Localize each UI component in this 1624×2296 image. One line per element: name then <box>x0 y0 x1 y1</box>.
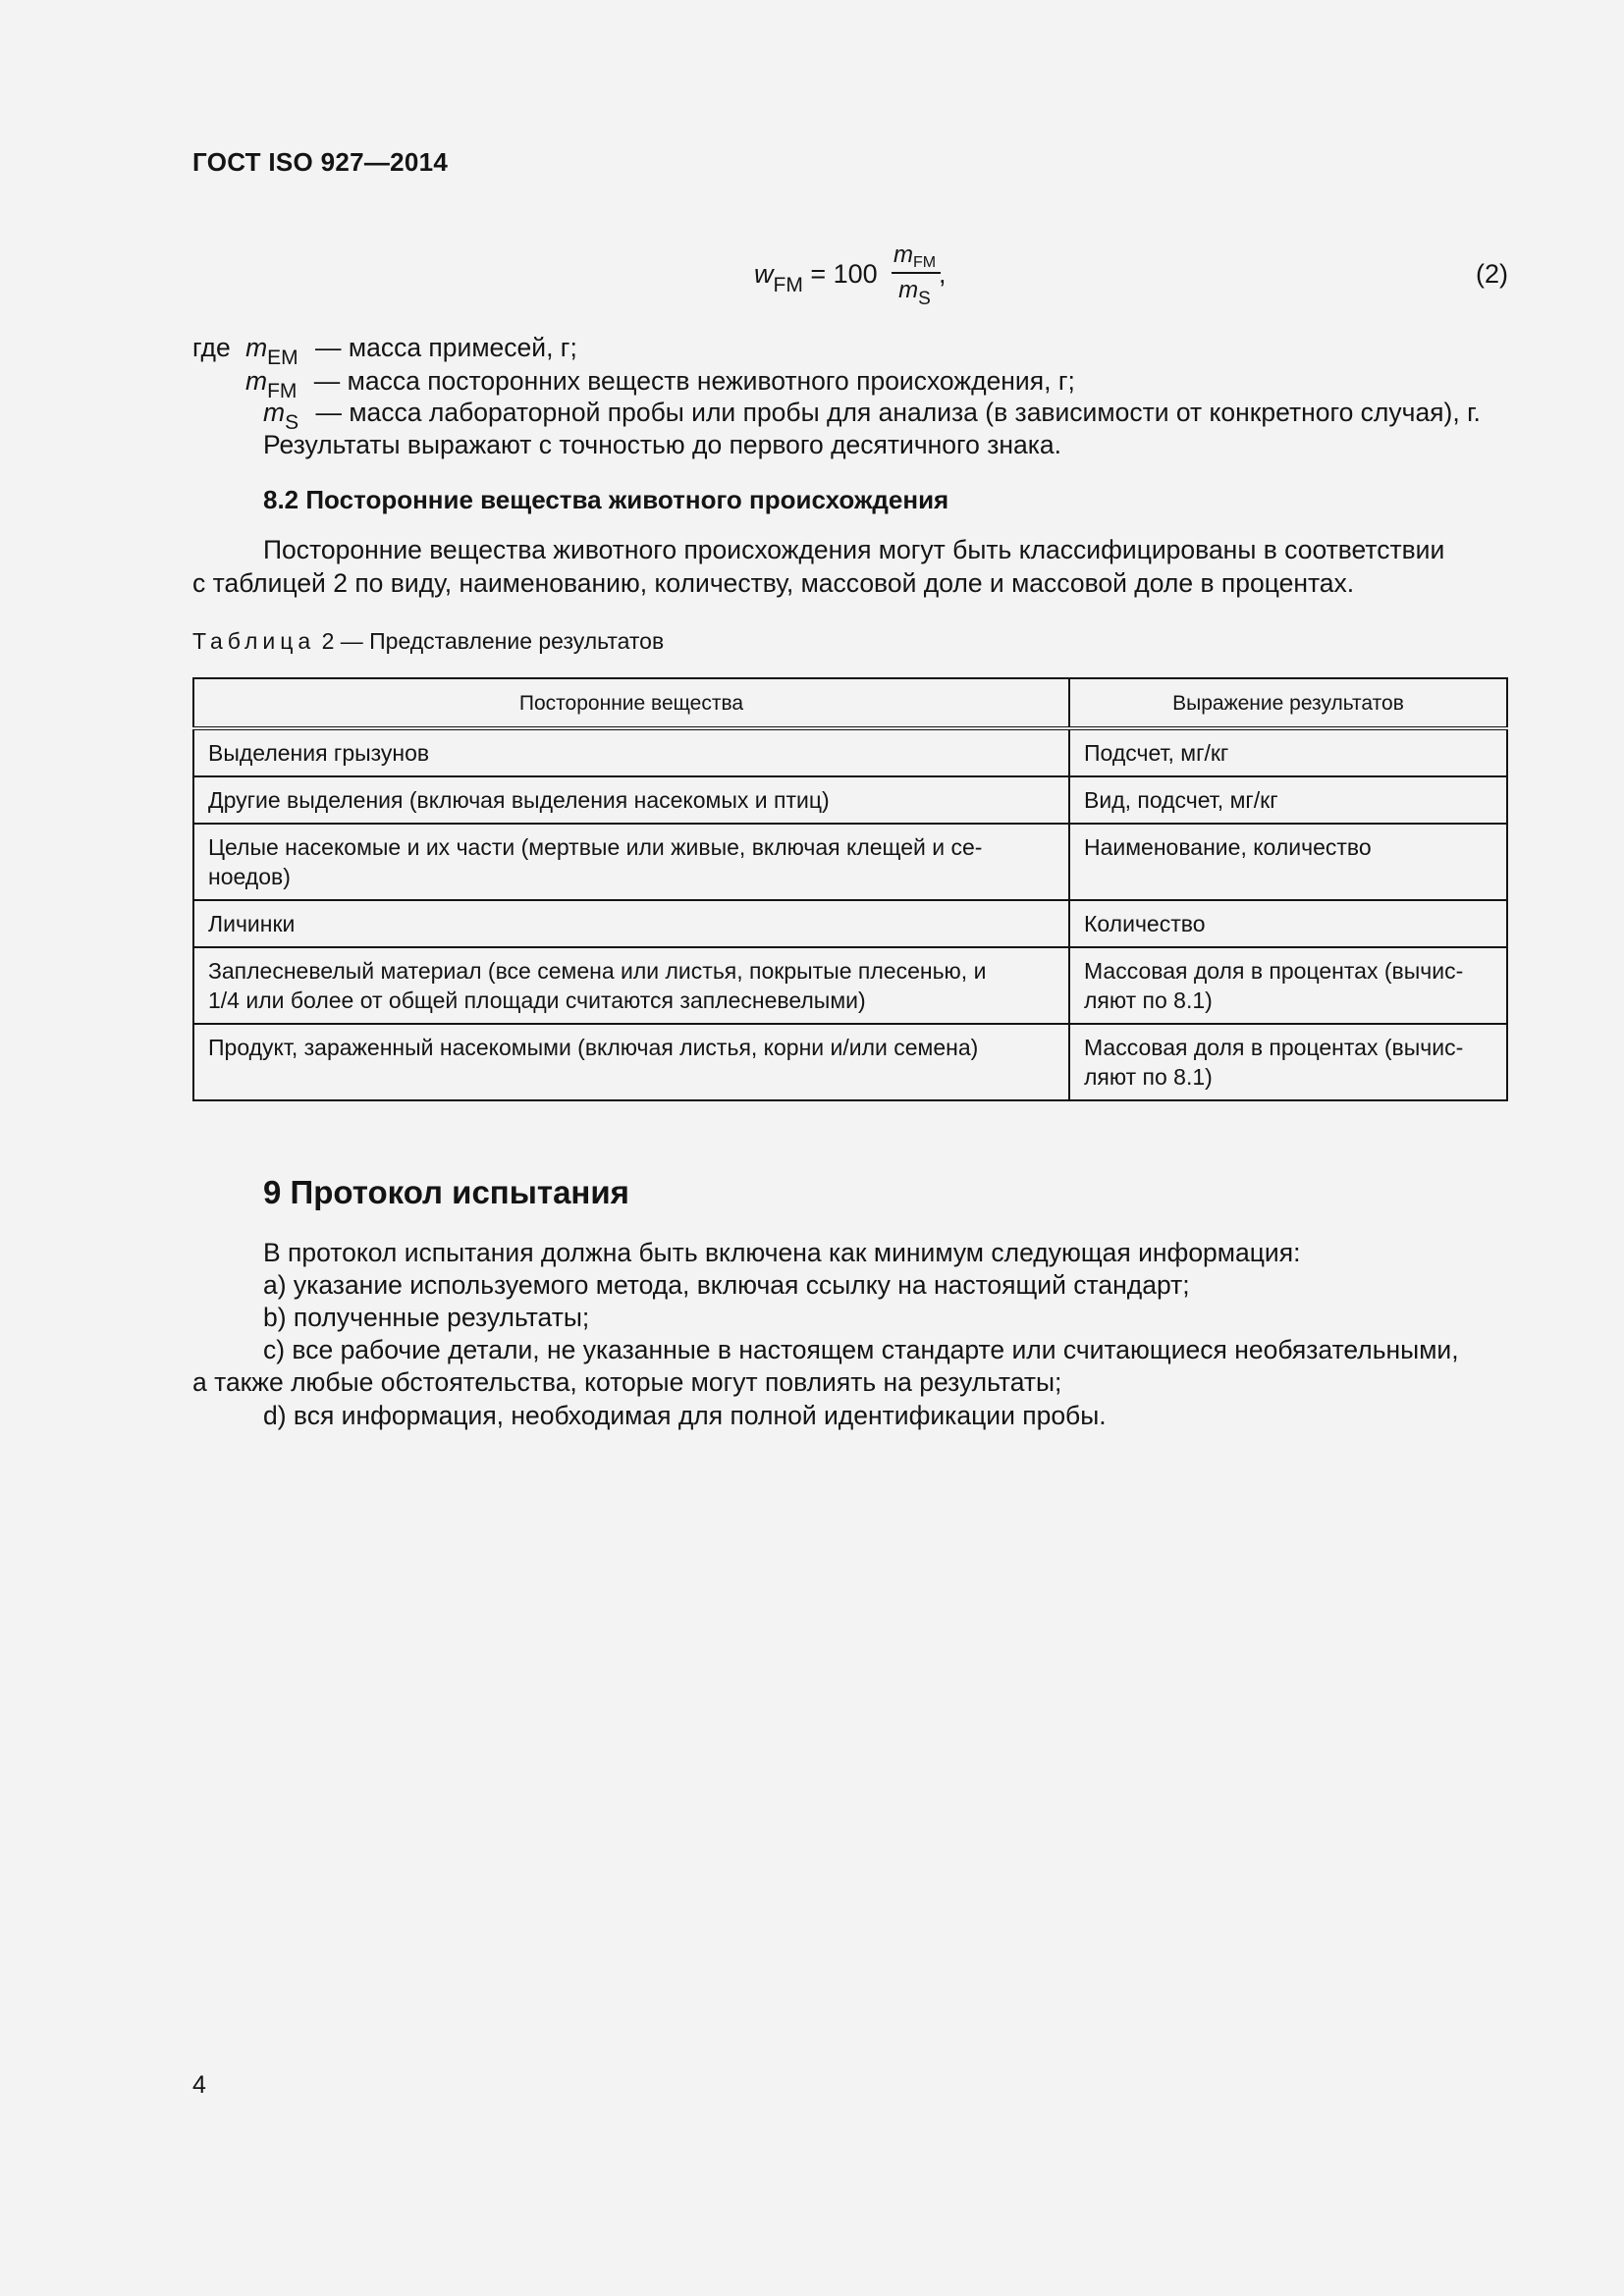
formula-den-var: m <box>898 277 919 303</box>
where-line-2 <box>245 365 1075 400</box>
table-cell-substance: Целые насекомые и их части (мертвые или живые, включая клещей и се- ноедов) <box>193 824 1069 900</box>
where-var-3-letter: m <box>263 398 286 427</box>
section-8-2-para-line-1: Посторонние вещества животного происхождения могут быть классифицированы в соответствии <box>263 535 1445 564</box>
page-number: 4 <box>192 2071 206 2099</box>
document-header: ГОСТ ISO 927—2014 <box>192 147 449 177</box>
section-8-2-para-line-2: с таблицей 2 по виду, наименованию, количеству, массовой доле и массовой доле в процентах. <box>192 568 1355 598</box>
accuracy-statement: Результаты выражают с точностью до первого десятичного знака. <box>263 430 1061 459</box>
table-cell-expression: Массовая доля в процентах (вычис- ляют по 8.1) <box>1069 947 1507 1024</box>
formula-num-sub: FM <box>912 254 937 271</box>
where-line-3 <box>263 397 1481 434</box>
equation-number: (2) <box>1476 259 1508 289</box>
formula-lhs-var: w <box>754 259 774 289</box>
formula-numerator <box>889 241 941 269</box>
where-var-1-sub: EM <box>267 347 298 369</box>
table-cell-substance: Другие выделения (включая выделения насекомых и птиц) <box>193 776 1069 824</box>
table-caption-label: Таблица <box>192 628 316 654</box>
section-8-2-heading: 8.2 Посторонние вещества животного происхождения <box>263 485 949 514</box>
section-9-item-c-line-2: а также любые обстоятельства, которые могут повлиять на результаты; <box>192 1367 1062 1397</box>
formula-num-var: m <box>893 241 913 268</box>
section-9-heading: 9 Протокол испытания <box>263 1174 629 1210</box>
table-cell-expression: Наименование, количество <box>1069 824 1507 900</box>
where-line-1 <box>192 332 577 369</box>
formula-lhs <box>754 259 878 296</box>
results-table <box>192 677 1508 1101</box>
table-row <box>193 728 1507 776</box>
where-text-3: — масса лабораторной пробы или пробы для анализа (в зависимости от конкретного случая), г. <box>315 398 1481 427</box>
table-row <box>193 900 1507 947</box>
fraction-bar <box>892 272 941 274</box>
table-caption-title: 2 — Представление результатов <box>321 628 665 654</box>
section-9-item-a: a) указание используемого метода, включая ссылку на настоящий стандарт; <box>263 1270 1190 1300</box>
table-row <box>193 776 1507 824</box>
formula-denominator <box>889 277 941 309</box>
section-9-item-c-line-1: c) все рабочие детали, не указанные в настоящем стандарте или считающиеся необязательными, <box>263 1335 1459 1364</box>
table-row <box>193 947 1507 1024</box>
formula-comma: , <box>939 259 947 289</box>
section-9-item-d: d) вся информация, необходимая для полной идентификации пробы. <box>263 1401 1107 1430</box>
where-var-2-sub: FM <box>267 380 298 402</box>
table-cell-substance: Выделения грызунов <box>193 728 1069 776</box>
where-var-1 <box>245 332 298 369</box>
where-var-3 <box>263 397 299 434</box>
table-cell-substance: Заплесневелый материал (все семена или листья, покрытые плесенью, и 1/4 или более от общей площади считаются заплесневелыми) <box>193 947 1069 1024</box>
table-row <box>193 824 1507 900</box>
section-9-item-b: b) полученные результаты; <box>263 1303 590 1332</box>
where-text-2: — масса посторонних веществ неживотного происхождения, г; <box>313 366 1075 396</box>
table-cell-expression: Количество <box>1069 900 1507 947</box>
table-cell-expression: Массовая доля в процентах (вычис- ляют по 8.1) <box>1069 1024 1507 1100</box>
formula-lhs-sub: FM <box>773 274 803 296</box>
section-9-intro: В протокол испытания должна быть включена как минимум следующая информация: <box>263 1238 1301 1267</box>
table-cell-substance: Продукт, зараженный насекомыми (включая листья, корни и/или семена) <box>193 1024 1069 1100</box>
where-var-3-sub: S <box>285 411 299 434</box>
table-row <box>193 1024 1507 1100</box>
table-caption <box>192 628 664 655</box>
table-cell-substance: Личинки <box>193 900 1069 947</box>
formula-equals-factor: = 100 <box>810 259 878 289</box>
table-header-row <box>193 678 1507 728</box>
table-cell-expression: Подсчет, мг/кг <box>1069 728 1507 776</box>
where-var-1-letter: m <box>245 333 268 362</box>
formula-den-sub: S <box>918 289 931 309</box>
table-header-expression: Выражение результатов <box>1069 678 1507 728</box>
where-intro: где <box>192 333 231 362</box>
where-var-2 <box>245 365 297 400</box>
table-cell-expression: Вид, подсчет, мг/кг <box>1069 776 1507 824</box>
where-text-1: — масса примесей, г; <box>315 333 577 362</box>
where-var-2-letter: m <box>245 366 268 396</box>
table-header-substances: Посторонние вещества <box>193 678 1069 728</box>
